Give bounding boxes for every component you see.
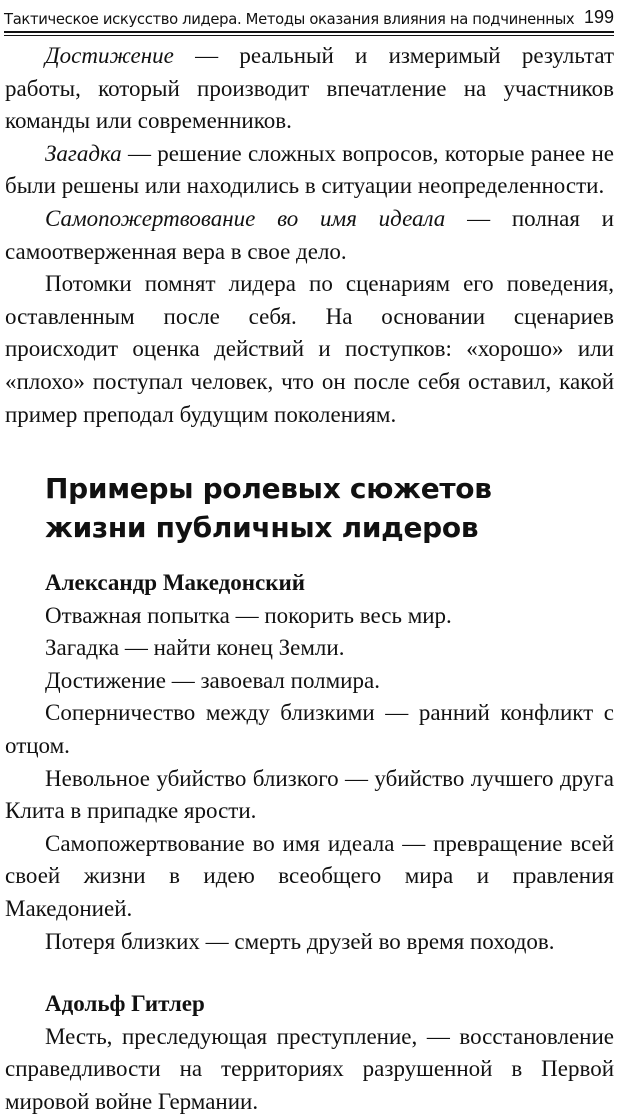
leader-name: Александр Македонский xyxy=(45,570,305,595)
running-title: Тактическое искусство лидера. Методы оказания влияния на подчиненных xyxy=(4,11,575,28)
leader-plot-item: Месть, преследующая преступление, — восстановление справедливости на территориях разрушенной в Первой мировой войне Германии. xyxy=(5,1023,614,1114)
leader-plot-item: Достижение — завоевал полмира. xyxy=(45,667,380,693)
definition-term: Загадка xyxy=(45,140,122,166)
leader-name: Адольф Гитлер xyxy=(45,991,205,1017)
leader-plot-item: Самопожертвование во имя идеала — превращение всей своей жизни в идею всеобщего мира и правления Македонией. xyxy=(5,830,614,921)
definition-text: — реальный и измеримый результат работы, который производит впечатление на участников команды или современников. xyxy=(5,43,614,134)
definition-riddle xyxy=(5,138,614,203)
leader-examples xyxy=(5,567,614,1119)
definition-self-sacrifice xyxy=(5,203,614,268)
leader-plot-item: Потеря близких — смерть друзей во время походов. xyxy=(45,928,555,954)
leader-plot-item: Соперничество между близкими — ранний конфликт с отцом. xyxy=(5,700,614,758)
intro-text xyxy=(5,40,614,431)
body-paragraph: Потомки помнят лидера по сценариям его поведения, оставленным после себя. На основании сценариев происходит оценка действий и поступков: «хорошо» или «плохо» поступал человек, что он после себя оставил, какой пример преподал будущим поколениям. xyxy=(5,271,614,427)
definition-term: Самопожертвование во имя идеала xyxy=(45,205,446,231)
leader-plot-item: Отважная попытка — покорить весь мир. xyxy=(45,602,452,628)
header-rule-thin xyxy=(4,35,614,36)
section-title: Примеры ролевых сюжетов жизни публичных лидеров xyxy=(45,472,492,544)
section-spacer xyxy=(5,958,614,988)
definition-text: — решение сложных вопросов, которые ранее не были решены или находились в ситуации неопределенности. xyxy=(5,140,614,199)
header-rule xyxy=(4,31,614,33)
definition-text: — полная и самоотверженная вера в свое дело. xyxy=(5,205,614,264)
leader-plot-item: Загадка — найти конец Земли. xyxy=(45,635,345,661)
definition-term: Достижение xyxy=(45,43,174,68)
page-number: 199 xyxy=(583,7,614,27)
definition-achievement xyxy=(5,40,614,138)
running-header xyxy=(4,2,614,28)
leader-plot-item: Невольное убийство близкого — убийство лучшего друга Клита в припадке ярости. xyxy=(5,765,614,824)
